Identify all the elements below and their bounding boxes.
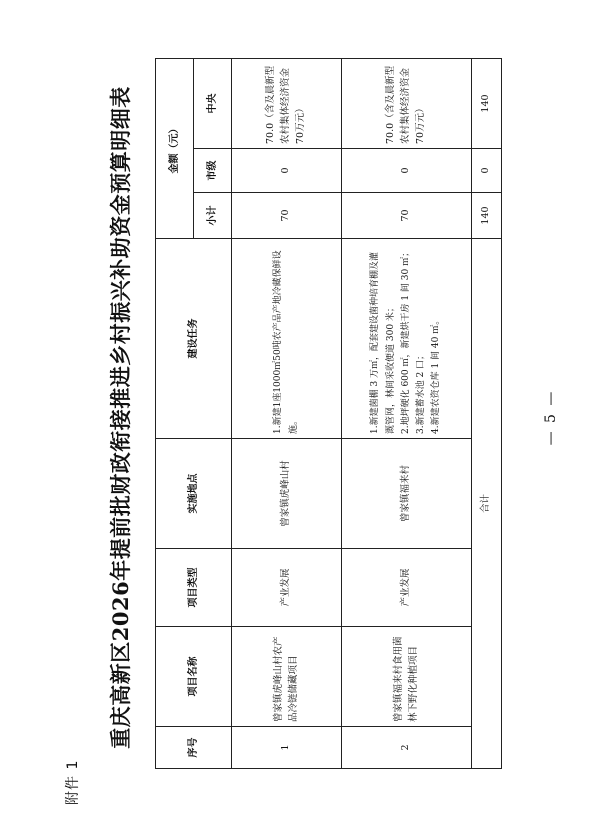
task-line: 1.新建1座1000㎡50吨农产品产地冷藏保鲜设施。 — [273, 250, 299, 434]
total-row — [472, 58, 502, 768]
row-subtotal: 70 — [342, 193, 472, 239]
header-location: 实施地点 — [156, 439, 232, 549]
row-location: 曾家镇虎峰山村 — [232, 439, 342, 549]
document-title: 重庆高新区2026年提前批财政衔接推进乡村振兴补助资金预算明细表 — [108, 86, 133, 749]
header-city: 市级 — [194, 149, 232, 193]
task-line: 3.新建蓄水池 2 口； — [416, 350, 427, 434]
total-subtotal: 140 — [472, 193, 502, 239]
row-name: 曾家镇福来村食用菌林下野化种植项目 — [342, 627, 472, 727]
row-type: 产业发展 — [342, 549, 472, 627]
total-label: 合计 — [472, 239, 502, 769]
row-location: 曾家镇福来村 — [342, 439, 472, 549]
header-type: 项目类型 — [156, 549, 232, 627]
header-amount-group: 金额（元） — [156, 58, 194, 238]
row-type: 产业发展 — [232, 549, 342, 627]
total-central: 140 — [472, 58, 502, 148]
row-no: 2 — [342, 727, 472, 769]
header-task: 建设任务 — [156, 239, 232, 439]
row-central: 70.0（含及晨新型农村集体经济资金70万元） — [342, 58, 472, 148]
header-central: 中央 — [194, 58, 232, 148]
attachment-label: 附件 1 — [65, 759, 81, 805]
row-subtotal: 70 — [232, 193, 342, 239]
row-city: 0 — [232, 149, 342, 193]
row-task — [342, 239, 472, 439]
task-line: 1.新建菌棚 3 万㎡，配套建设菌种培育棚及灌溉管网，林间采收便道 300 米； — [370, 251, 396, 434]
total-city: 0 — [472, 149, 502, 193]
header-name: 项目名称 — [156, 627, 232, 727]
header-subtotal: 小计 — [194, 193, 232, 239]
task-line: 2.地坪硬化 600 ㎡，新建烘干房 1 间 30 ㎡； — [400, 247, 411, 434]
table-row — [232, 58, 342, 768]
budget-table — [155, 58, 502, 769]
row-no: 1 — [232, 727, 342, 769]
row-name: 曾家镇虎峰山村农产品冷链储藏项目 — [232, 627, 342, 727]
page-number: — 5 — — [543, 389, 559, 446]
task-line: 4.新建农资仓库 1 间 40 ㎡。 — [431, 315, 442, 434]
row-city: 0 — [342, 149, 472, 193]
table-row — [342, 58, 472, 768]
row-task — [232, 239, 342, 439]
row-central: 70.0（含及晨新型农村集体经济资金70万元） — [232, 58, 342, 148]
header-no: 序号 — [156, 727, 232, 769]
